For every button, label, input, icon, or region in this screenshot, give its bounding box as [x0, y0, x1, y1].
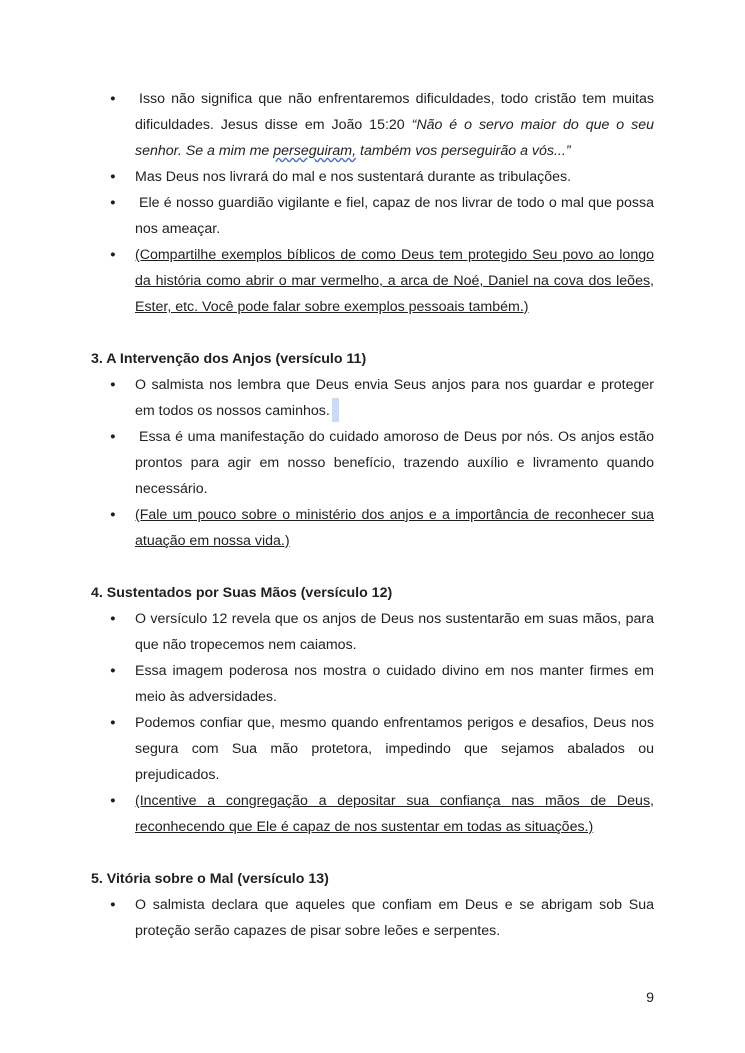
list-item[interactable] [91, 502, 654, 554]
list-item[interactable] [91, 788, 654, 840]
bullet-list-section-4 [91, 606, 654, 840]
list-item[interactable] [91, 892, 654, 944]
list-item[interactable] [91, 190, 654, 242]
paragraph-spacer [91, 320, 654, 346]
list-item-text: Isso não significa que não enfrentaremos dificuldades, todo cristão tem muitas dificuldades. Jesus disse em João 15:20 [135, 91, 654, 133]
page-number: 9 [646, 990, 654, 1006]
text-cursor [332, 398, 339, 422]
section-heading: 3. A Intervenção dos Anjos (versículo 11) [91, 351, 367, 367]
list-item-text: (Incentive a congregação a depositar sua confiança nas mãos de Deus, reconhecendo que Ele é capaz de nos sustentar em todas as situações.) [135, 793, 654, 835]
list-item-text: Essa é uma manifestação do cuidado amoroso de Deus por nós. Os anjos estão prontos para agir em nosso benefício, trazendo auxílio e livramento quando necessário. [135, 429, 654, 497]
list-item-text: O salmista nos lembra que Deus envia Seus anjos para nos guardar e proteger em todos os nossos caminhos. [135, 377, 654, 419]
list-item-text: Essa imagem poderosa nos mostra o cuidado divino em nos manter firmes em meio às adversidades. [135, 663, 654, 705]
list-item-text: Mas Deus nos livrará do mal e nos sustentará durante as tribulações. [135, 169, 572, 185]
list-item-text: Podemos confiar que, mesmo quando enfrentamos perigos e desafios, Deus nos segura com Sua mão protetora, impedindo que sejamos abalados ou prejudicados. [135, 715, 654, 783]
list-item[interactable] [91, 710, 654, 788]
section-heading: 4. Sustentados por Suas Mãos (versículo 12) [91, 585, 393, 601]
spellcheck-word[interactable]: perseguiram, [273, 143, 357, 159]
list-item[interactable] [91, 242, 654, 320]
section-heading: 5. Vitória sobre o Mal (versículo 13) [91, 871, 329, 887]
bible-quote: “Não é o servo maior do que o seu senhor. Se a mim me perseguiram, também vos perseguirão a vós...” [135, 117, 654, 159]
list-item-text: (Fale um pouco sobre o ministério dos anjos e a importância de reconhecer sua atuação em nossa vida.) [135, 507, 654, 549]
list-item[interactable] [91, 424, 654, 502]
list-item[interactable] [91, 86, 654, 164]
list-item-text: O versículo 12 revela que os anjos de Deus nos sustentarão em suas mãos, para que não tropecemos nem caiamos. [135, 611, 654, 653]
paragraph-spacer [91, 554, 654, 580]
paragraph-spacer [91, 840, 654, 866]
list-item[interactable] [91, 164, 654, 190]
list-item-text: (Compartilhe exemplos bíblicos de como Deus tem protegido Seu povo ao longo da história como abrir o mar vermelho, a arca de Noé, Daniel na cova dos leões, Ester, etc. Você pode falar sobre exemplos pessoais também.) [135, 247, 654, 315]
list-item-text: Ele é nosso guardião vigilante e fiel, capaz de nos livrar de todo o mal que possa nos ameaçar. [135, 195, 654, 237]
bullet-list-top [91, 86, 654, 320]
list-item[interactable] [91, 658, 654, 710]
list-item[interactable] [91, 372, 654, 424]
list-item-text: O salmista declara que aqueles que confiam em Deus e se abrigam sob Sua proteção serão capazes de pisar sobre leões e serpentes. [135, 897, 654, 939]
bullet-list-section-3 [91, 372, 654, 554]
list-item[interactable] [91, 606, 654, 658]
bullet-list-section-5 [91, 892, 654, 944]
page-content [91, 86, 654, 944]
